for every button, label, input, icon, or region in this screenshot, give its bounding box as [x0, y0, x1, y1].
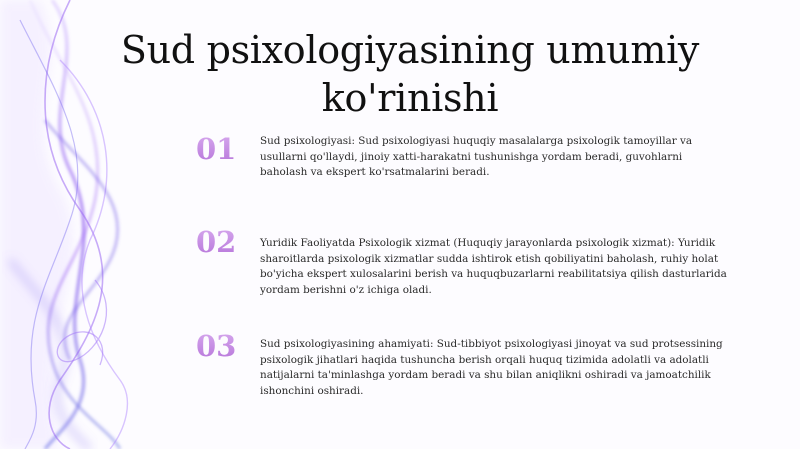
- item-number: 02: [196, 226, 252, 258]
- item-text: Sud psixologiyasining ahamiyati: Sud-tibbiyot psixologiyasi jinoyat va sud protsessining psixologik jihatlari haqida tushuncha berish orqali huquq tizimida adolatli va adolatli natijalarni ta'minlashga yordam beradi va shu bilan aniqlikni oshiradi va jamoatchilik ishonchini oshiradi.: [260, 338, 723, 397]
- page-title: Sud psixologiyasining umumiy ko'rinishi: [120, 28, 700, 120]
- item-number: 01: [196, 133, 252, 165]
- item-text: Yuridik Faoliyatda Psixologik xizmat (Huquqiy jarayonlarda psixologik xizmat): Yuridik sharoitlarda psixologik xizmatlar sudda ishtirok etish qobiliyatini baholash, ruhiy holat bo'yicha ekspert xulosalarini berish va huquqbuzarlarni reabilitatsiya qilish dasturlarida yordam berishni o'z ichiga oladi.: [260, 237, 727, 296]
- item-number: 03: [196, 330, 252, 362]
- item-text: Sud psixologiyasi: Sud psixologiyasi huquqiy masalalarga psixologik tamoyillar va usullarni qo'llaydi, jinoiy xatti-harakatni tushunishga yordam beradi, guvohlarni baholash va ekspert ko'rsatmalarini beradi.: [260, 135, 693, 178]
